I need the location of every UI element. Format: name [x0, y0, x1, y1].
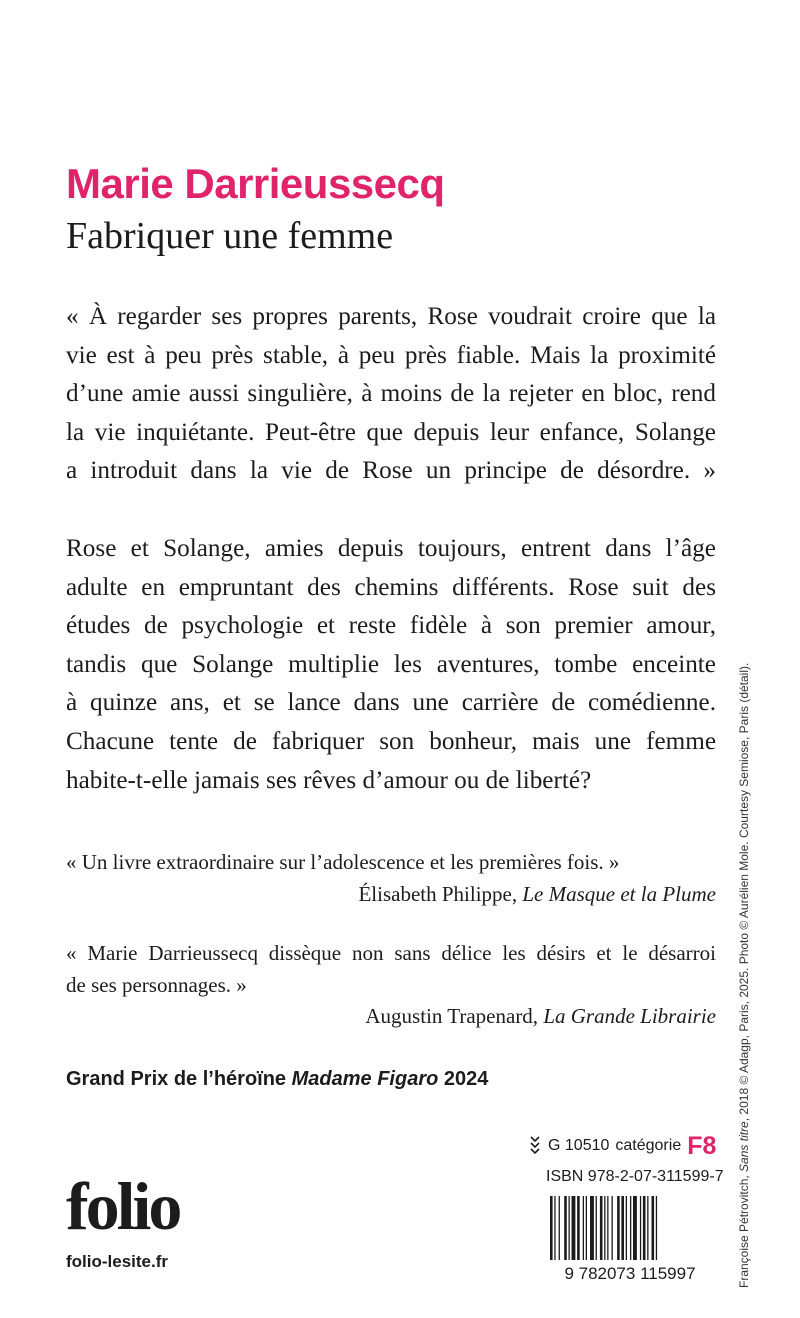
- review-quote: « Un livre extraordinaire sur l’adolescence et les premières fois. »: [66, 850, 620, 874]
- review-trapenard: [66, 938, 716, 1033]
- barcode-bar: [583, 1196, 584, 1260]
- publisher-mark-icon: [528, 1135, 542, 1157]
- publisher-website: folio-lesite.fr: [66, 1252, 169, 1271]
- review-philippe: [66, 847, 716, 910]
- category-label: catégorie: [615, 1137, 682, 1154]
- summary-line: adulte en empruntant des chemins différents. Rose suit des: [66, 573, 716, 601]
- review-critic: Élisabeth Philippe,: [358, 881, 523, 906]
- quote-line: la vie inquiétante. Peut-être que depuis leur enfance, Solange: [66, 418, 716, 446]
- summary-line: habite-t-elle jamais ses rêves d’amour ou de liberté?: [66, 766, 592, 794]
- prize-year: 2024: [438, 1068, 489, 1090]
- catalog-code: G 10510: [548, 1137, 610, 1154]
- credits-rest: , 2018 © Adagp, Paris, 2025. Photo © Aurélien Mole. Courtesy Semiose, Paris (détail).: [737, 662, 751, 1122]
- prize-line: [66, 1068, 488, 1091]
- cover-credits: [737, 663, 751, 1288]
- review-critic: Augustin Trapenard,: [365, 1004, 544, 1028]
- barcode-bar: [550, 1196, 553, 1260]
- review-source: [66, 1001, 716, 1033]
- barcode-digits: 9 782073 115997: [564, 1264, 696, 1282]
- barcode-bar: [600, 1196, 603, 1260]
- barcode-bar: [643, 1196, 646, 1260]
- barcode-bar: [647, 1196, 648, 1260]
- barcode-bar: [604, 1196, 605, 1260]
- summary-line: études de psychologie et reste fidèle à son premier amour,: [66, 612, 716, 640]
- barcode-bar: [590, 1196, 594, 1260]
- prize-prefix: Grand Prix de l’héroïne: [66, 1068, 292, 1090]
- barcode-bar: [656, 1196, 657, 1260]
- isbn: ISBN 978-2-07-311599-7: [546, 1168, 724, 1185]
- excerpt-quote: [66, 298, 716, 491]
- quote-line: a introduit dans la vie de Rose un principe de désordre. »: [66, 457, 716, 485]
- summary-paragraph: [66, 530, 716, 800]
- barcode-bar: [640, 1196, 641, 1260]
- barcode-bar: [577, 1196, 580, 1260]
- barcode-bar: [554, 1196, 555, 1260]
- credits-artwork: Sans titre: [737, 1121, 751, 1172]
- barcode-bar: [572, 1196, 576, 1260]
- barcode-bars: [550, 1196, 657, 1260]
- review-quote: « Marie Darrieussecq dissèque non sans délice les désirs et le désarroi: [66, 941, 716, 965]
- barcode-bar: [607, 1196, 608, 1260]
- barcode-bar: [621, 1196, 624, 1260]
- barcode-bar: [596, 1196, 597, 1260]
- author-name: Marie Darrieussecq: [66, 160, 445, 207]
- quote-line: d’une amie aussi singulière, à moins de la rejeter en bloc, rend: [66, 380, 716, 408]
- review-source: [66, 879, 716, 911]
- barcode-bar: [559, 1196, 560, 1260]
- summary-line: Chacune tente de fabriquer son bonheur, mais une femme: [66, 727, 716, 755]
- credits-artist: Françoise Pétrovitch,: [737, 1171, 751, 1288]
- category-code: F8: [687, 1131, 717, 1160]
- summary-line: tandis que Solange multiplie les aventures, tombe enceinte: [66, 650, 716, 678]
- barcode-bar: [617, 1196, 620, 1260]
- summary-line: Rose et Solange, amies depuis toujours, entrent dans l’âge: [66, 535, 716, 562]
- barcode-bar: [586, 1196, 587, 1260]
- catalog-line: [528, 1132, 716, 1160]
- quote-line: « À regarder ses propres parents, Rose voudrait croire que la: [66, 303, 716, 330]
- review-outlet: La Grande Librairie: [543, 1004, 716, 1028]
- barcode-bar: [633, 1196, 637, 1260]
- summary-line: à quinze ans, et se lance dans une carrière de comédienne.: [66, 689, 716, 717]
- book-title: Fabriquer une femme: [66, 215, 394, 257]
- barcode-bar: [630, 1196, 631, 1260]
- barcode-bar: [564, 1196, 567, 1260]
- barcode-bar: [612, 1196, 613, 1260]
- folio-logo: folio: [66, 1168, 180, 1244]
- barcode-bar: [569, 1196, 570, 1260]
- prize-magazine: Madame Figaro: [291, 1068, 439, 1090]
- quote-line: vie est à peu près stable, à peu près fiable. Mais la proximité: [66, 341, 716, 369]
- barcode-bar: [626, 1196, 627, 1260]
- review-quote: de ses personnages. »: [66, 972, 247, 997]
- review-outlet: Le Masque et la Plume: [522, 881, 716, 906]
- barcode: [546, 1196, 714, 1282]
- barcode-bar: [652, 1196, 655, 1260]
